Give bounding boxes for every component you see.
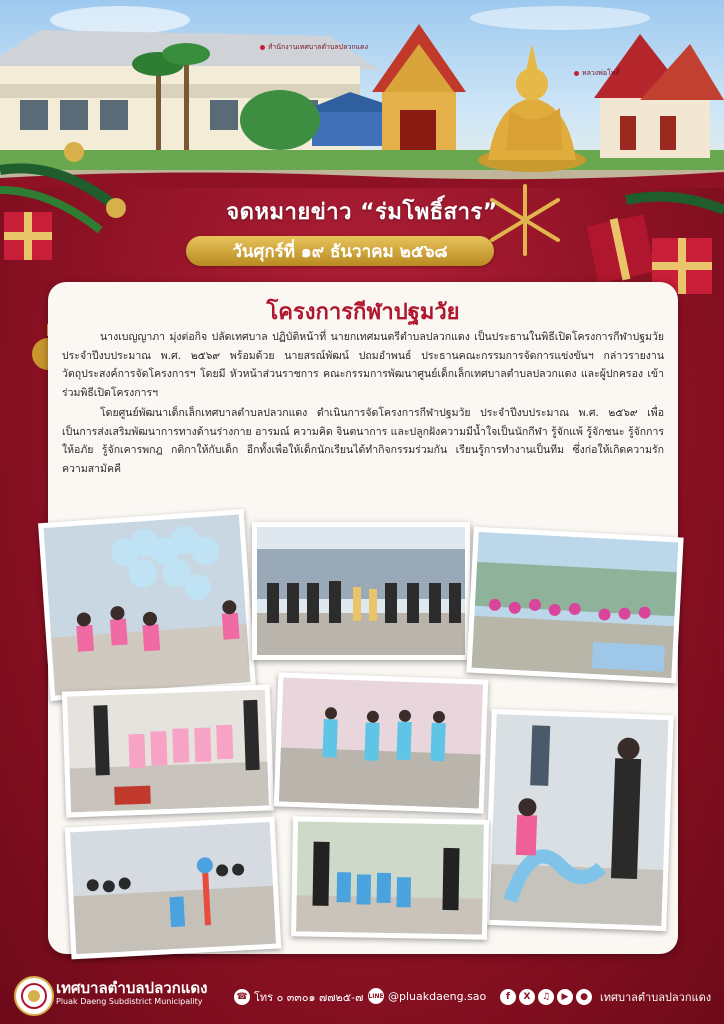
newsletter-date: วันศุกร์ที่ ๑๙ ธันวาคม ๒๕๖๘: [232, 241, 448, 262]
newsletter-title: จดหมายข่าว “ร่มโพธิ์สาร”: [226, 200, 498, 225]
project-title: โครงการกีฬาปฐมวัย: [266, 300, 460, 325]
contact-line[interactable]: [368, 988, 486, 1004]
tiktok-icon[interactable]: ♫: [538, 989, 554, 1005]
photo-kids-balloons: [38, 509, 256, 701]
seal-icon: [20, 982, 48, 1010]
photo-blue-team: [291, 816, 489, 939]
line-id: @pluakdaeng.sao: [388, 989, 487, 1003]
contact-phone[interactable]: [234, 988, 363, 1006]
photo-balance-toy-image: [489, 714, 668, 926]
photo-seated-crowd-image: [472, 532, 679, 678]
facebook-icon[interactable]: f: [500, 989, 516, 1005]
photo-kid-cone-game-image: [70, 822, 276, 954]
social-icon-row: [500, 989, 592, 1005]
contact-social[interactable]: [500, 988, 711, 1006]
caption-office: สำนักงานเทศบาลตำบลปลวกแดง: [260, 42, 368, 53]
youtube-icon[interactable]: ▶: [557, 989, 573, 1005]
photo-blue-dancers: [274, 672, 489, 813]
article-paragraph-2: โดยศูนย์พัฒนาเด็กเล็กเทศบาลตำบลปลวกแดง ดำเนินการจัดโครงการกีฬาปฐมวัย ประจำปีงบประมาณ พ.ศ. ๒๕๖๙ เพื่อเป็นการส่งเสริมพัฒนาการทางด้านร่างกาย อารมณ์ ความคิด จินตนาการ และปลูกฝังความมีน้ำใจเป็นนักกีฬา รู้จักแพ้ รู้จักชนะ รู้จักการให้อภัย รู้จักเคารพกฎ กติกาให้กับเด็ก อีกทั้งเพื่อให้เด็กนักเรียนได้ทำกิจกรรมร่วมกัน เรียนรู้การทำงานเป็นทีม ซึ่งก่อให้เกิดความรัก ความสามัคคี: [62, 407, 664, 475]
article-paragraph-1: นางเบญญาภา มุ่งต่อกิจ ปลัดเทศบาล ปฏิบัติหน้าที่ นายกเทศมนตรีตำบลปลวกแดง เป็นประธานในพิธีเปิดโครงการกีฬาปฐมวัย ประจำปีงบประมาณ พ.ศ. ๒๕๖๙ พร้อมด้วย นายสรณ์พัฒน์ ปถมอำพนธ์ ประธานคณะกรรมการจัดการแข่งขันฯ กล่าวรายงานวัตถุประสงค์การจัดโครงการฯ โดยมี หัวหน้าส่วนราชการ คณะกรรมการพัฒนาศูนย์เด็กเล็กเทศบาลตำบลปลวกแดง และผู้ปกครอง เข้าร่วมพิธีเปิดโครงการฯ: [62, 331, 664, 399]
x-icon[interactable]: X: [519, 989, 535, 1005]
photo-kids-pink-line: [62, 684, 274, 817]
newsletter-date-pill: [186, 236, 494, 266]
photo-balance-toy: [484, 709, 673, 931]
line-icon: LINE: [368, 988, 384, 1004]
municipality-name-thai: เทศบาลตำบลปลวกแดง: [56, 979, 208, 997]
photo-officials-line: [252, 522, 470, 660]
photo-blue-dancers-image: [279, 678, 483, 809]
municipality-seal-logo: [14, 976, 54, 1016]
photo-blue-team-image: [296, 821, 484, 934]
photo-seated-crowd: [466, 527, 683, 684]
photo-kids-pink-line-image: [67, 690, 269, 813]
article-body: [62, 328, 664, 480]
caption-buddha: หลวงพ่อโพธิ์: [574, 68, 620, 79]
municipality-name-english: Pluak Daeng Subdistrict Municipality: [56, 997, 203, 1006]
photo-kids-balloons-image: [43, 514, 250, 695]
photo-officials-line-image: [257, 527, 465, 655]
phone-number: โทร ๐ ๓๓๐๑ ๗๗๒๕-๗: [254, 991, 364, 1004]
photo-kid-cone-game: [65, 817, 282, 960]
website-icon[interactable]: ●: [576, 989, 592, 1005]
facebook-page-name: เทศบาลตำบลปลวกแดง: [600, 991, 712, 1004]
phone-icon: ☎: [234, 989, 250, 1005]
